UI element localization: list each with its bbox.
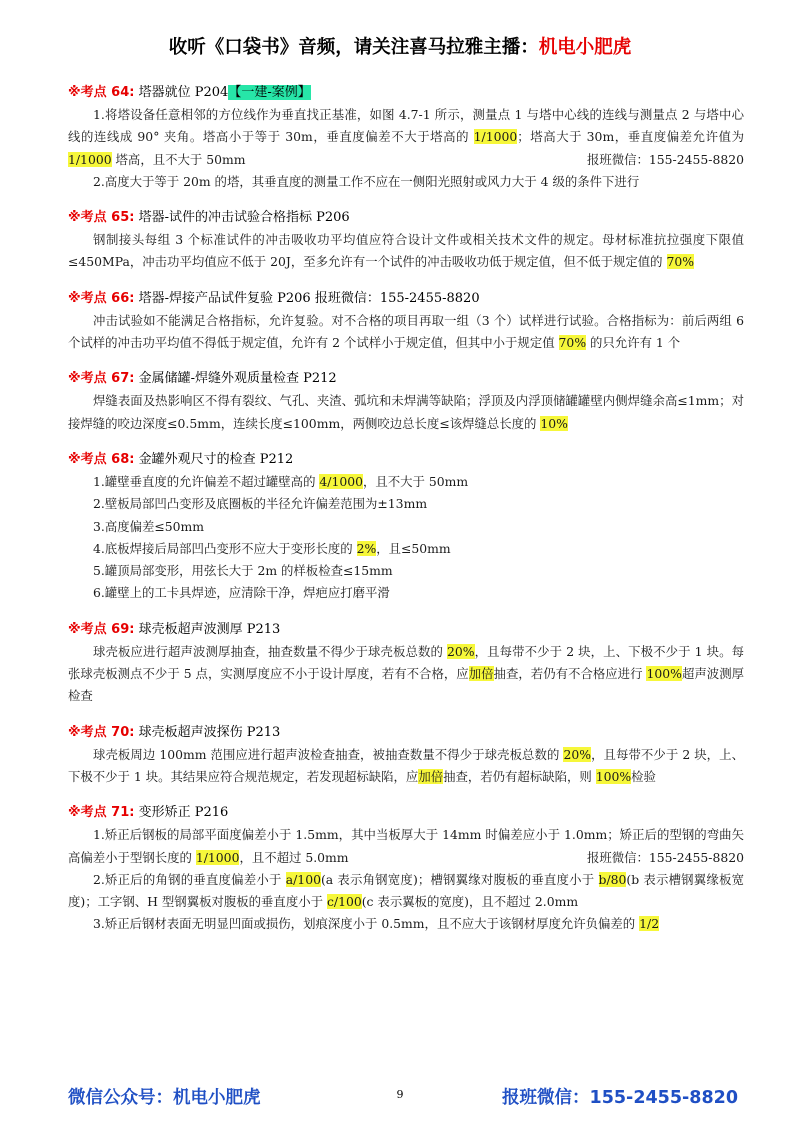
exam-point-title <box>68 619 744 641</box>
exam-point-section <box>68 288 744 355</box>
highlighted-value: 100% <box>646 666 682 682</box>
contact-note: 报班微信：155-2455-8820 <box>586 849 744 865</box>
exam-point-section <box>68 802 744 935</box>
exam-point-marker: ※考点 69: <box>68 621 135 637</box>
paragraph <box>68 582 744 604</box>
exam-point-section <box>68 619 744 708</box>
highlighted-value: c/100 <box>326 894 362 910</box>
exam-point-marker: ※考点 70: <box>68 724 135 740</box>
paragraph <box>68 390 744 435</box>
paragraph <box>68 171 744 193</box>
text-segment: 的只允许有 1 个 <box>586 335 681 351</box>
highlighted-value: 4/1000 <box>319 473 363 489</box>
highlighted-value: 1/2 <box>639 916 660 932</box>
exam-point-title <box>68 207 744 229</box>
exam-point-marker: ※考点 66: <box>68 290 135 306</box>
exam-point-topic: 塔器-试件的冲击试验合格指标 P206 <box>138 210 350 226</box>
paragraph <box>68 913 744 935</box>
text-segment: 2.壁板局部凹凸变形及底圈板的半径允许偏差范围为±13mm <box>93 496 428 512</box>
paragraph <box>68 641 744 708</box>
text-segment: ，且每带不少于 2 块，上、下极不少于 1 块。其结果应符合规范规定，若发现超标缺陷，应 <box>68 746 744 784</box>
text-segment: (a 表示角钢宽度)；槽钢翼缘对腹板的垂直度小于 <box>320 871 599 887</box>
text-segment: 3.高度偏差≤50mm <box>93 518 205 534</box>
text-segment: ；塔高大于 30m，垂直度偏差允许值为 <box>517 129 744 145</box>
exam-point-section <box>68 82 744 193</box>
highlighted-value: a/100 <box>285 871 321 887</box>
paragraph <box>68 744 744 789</box>
text-segment: 球壳板周边 100mm 范围应进行超声波检查抽查，被抽查数量不得少于球壳板总数的 <box>93 746 564 762</box>
exam-point-topic: 球壳板超声波探伤 P213 <box>138 724 281 740</box>
paragraph <box>68 229 744 274</box>
paragraph <box>68 560 744 582</box>
text-segment: 4.底板焊接后局部凹凸变形不应大于变形长度的 <box>93 540 357 556</box>
text-segment: ，且每带不少于 2 块，上、下极不少于 1 块。每张球壳板测点不少于 5 点，实测厚度应不小于设计厚度，若有不合格，应 <box>68 643 744 682</box>
text-segment: 6.罐壁上的工卡具焊迹，应清除干净，焊疤应打磨平滑 <box>93 585 390 601</box>
paragraph <box>68 538 744 560</box>
exam-point-marker: ※考点 65: <box>68 210 135 226</box>
paragraph <box>68 471 744 493</box>
text-segment: 抽查，若仍有超标缺陷，则 <box>443 768 596 784</box>
exam-point-topic: 变形矫正 P216 <box>138 805 229 821</box>
text-segment: 超声波测厚检查 <box>68 666 744 704</box>
exam-point-title <box>68 82 744 104</box>
highlighted-value: 1/1000 <box>473 129 518 145</box>
paragraph <box>68 310 744 355</box>
text-segment: 5.罐顶局部变形，用弦长大于 2m 的样板检查≤15mm <box>93 563 393 579</box>
exam-point-title <box>68 368 744 390</box>
highlighted-value: 20% <box>563 746 591 762</box>
exam-point-topic: 塔器-焊接产品试件复验 P206 报班微信：155-2455-8820 <box>138 290 480 306</box>
highlighted-value: 2% <box>356 540 377 556</box>
highlighted-value: 20% <box>447 643 475 659</box>
text-segment: 1.将塔设备任意相邻的方位线作为垂直找正基准，如图 4.7-1 所示，测量点 1 与塔中心线的连线与测量点 2 与塔中心线的连线成 90° 夹角。塔高小于等于 30m，垂直度偏差不大于塔高的 <box>68 107 744 145</box>
exam-point-section <box>68 449 744 605</box>
text-segment: 1.罐壁垂直度的允许偏差不超过罐壁高的 <box>93 473 320 489</box>
exam-point-section <box>68 722 744 789</box>
text-segment: 球壳板应进行超声波测厚抽查，抽查数量不得少于球壳板总数的 <box>93 643 448 659</box>
text-segment: 2.矫正后的角钢的垂直度偏差小于 <box>93 871 286 887</box>
text-segment: 塔高，且不大于 50mm <box>111 151 246 167</box>
exam-point-tag: 【一建-案例】 <box>228 85 311 100</box>
highlighted-value: 70% <box>558 335 587 351</box>
text-segment: (c 表示翼板的宽度)，且不超过 2.0mm <box>361 894 579 910</box>
text-segment: 检验 <box>631 768 656 784</box>
header-text: 收听《口袋书》音频，请关注喜马拉雅主播： <box>168 37 539 58</box>
text-segment: 冲击试验如不能满足合格指标，允许复验。对不合格的项目再取一组（3 个）试样进行试验。合格指标为：前后两组 6 个试样的冲击功平均值不得低于规定值，允许有 2 个试样小于规定值，但其中小于规定值 <box>68 312 744 351</box>
exam-point-title <box>68 288 744 310</box>
page-header <box>0 33 800 59</box>
highlighted-value: 加倍 <box>418 768 444 784</box>
paragraph <box>68 493 744 515</box>
text-segment: ，且不大于 50mm <box>363 473 469 489</box>
text-segment: ，且不超过 5.0mm <box>239 849 349 865</box>
highlighted-value: 70% <box>666 254 695 270</box>
exam-point-title <box>68 722 744 744</box>
highlighted-value: 100% <box>595 768 632 784</box>
exam-point-title <box>68 449 744 471</box>
page-number: 9 <box>396 1088 404 1101</box>
page-footer <box>0 1084 800 1112</box>
exam-point-marker: ※考点 68: <box>68 451 135 467</box>
text-segment: 1.矫正后钢板的局部平面度偏差小于 1.5mm，其中当板厚大于 14mm 时偏差应小于 1.0mm；矫正后的型钢的弯曲矢高偏差小于型钢长度的 <box>68 827 744 865</box>
highlighted-value: b/80 <box>598 871 627 887</box>
highlighted-value: 10% <box>540 415 568 431</box>
exam-point-marker: ※考点 67: <box>68 371 135 387</box>
document-body <box>68 82 744 950</box>
text-segment: 钢制接头每组 3 个标准试件的冲击吸收功平均值应符合设计文件或相关技术文件的规定。母材标准抗拉强度下限值≤450MPa，冲击功平均值应不低于 20J，至多允许有一个试件的冲击吸收功低于规定值，但不低于规定值的 <box>68 232 744 270</box>
highlighted-value: 1/1000 <box>195 849 240 865</box>
exam-point-topic: 金属储罐-焊缝外观质量检查 P212 <box>138 371 337 387</box>
footer-wechat-account: 微信公众号：机电小肥虎 <box>68 1088 261 1108</box>
text-segment: ，且≤50mm <box>376 540 451 556</box>
header-anchor-name: 机电小肥虎 <box>538 37 632 58</box>
exam-point-section <box>68 207 744 274</box>
exam-point-section <box>68 368 744 435</box>
exam-point-topic: 球壳板超声波测厚 P213 <box>138 621 281 637</box>
text-segment: (b 表示槽钢翼缘板宽度)；工字钢、H 型钢翼板对腹板的垂直度小于 <box>68 871 745 910</box>
exam-point-topic: 金罐外观尺寸的检查 P212 <box>138 451 294 467</box>
paragraph <box>68 869 744 914</box>
text-segment: 抽查，若仍有不合格应进行 <box>493 666 647 682</box>
text-segment: 焊缝表面及热影响区不得有裂纹、气孔、夹渣、弧坑和未焊满等缺陷；浮顶及内浮顶储罐罐壁内侧焊缝余高≤1mm；对接焊缝的咬边深度≤0.5mm，连续长度≤100mm，两侧咬边总长度≤该焊缝总长度的 <box>68 393 744 431</box>
text-segment: 3.矫正后钢材表面无明显凹面或损伤，划痕深度小于 0.5mm，且不应大于该钢材厚度允许负偏差的 <box>93 916 640 932</box>
paragraph <box>68 104 744 171</box>
highlighted-value: 加倍 <box>468 666 494 682</box>
highlighted-value: 1/1000 <box>68 151 112 167</box>
text-segment: 2.高度大于等于 20m 的塔，其垂直度的测量工作不应在一侧阳光照射或风力大于 4 级的条件下进行 <box>93 173 640 189</box>
exam-point-marker: ※考点 71: <box>68 805 135 821</box>
paragraph <box>68 824 744 869</box>
contact-note: 报班微信：155-2455-8820 <box>586 151 744 167</box>
exam-point-topic: 塔器就位 P204 <box>138 85 229 100</box>
paragraph <box>68 516 744 538</box>
exam-point-title <box>68 802 744 824</box>
footer-contact: 报班微信：155-2455-8820 <box>502 1088 738 1108</box>
exam-point-marker: ※考点 64: <box>68 85 135 100</box>
